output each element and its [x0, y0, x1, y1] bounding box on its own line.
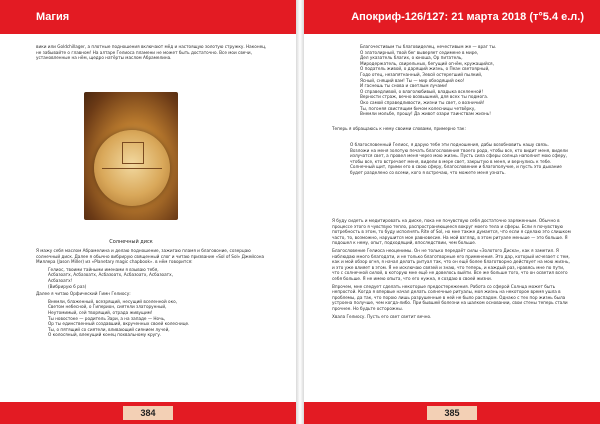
closing-line: Хвала Гелиосу. Пусть его свет светит вечно. — [332, 313, 432, 319]
right-footer-bar — [304, 402, 600, 424]
hymn-line: Око самой справедливости, жизни ты свет, о возничий! — [360, 99, 485, 105]
hymn-line: Неутомимый, сей творящий, отрада живущим! — [48, 309, 153, 315]
body-paragraph-2: Я буду сидеть и медитировать на диске, пока не почувствую себя достаточно заряженным. Обычно в процессе этого я чувствую тепло, распространяющееся вокруг моего тела и сферы. Если я почувствую потребность в этом, то буду исполнять Rite of Sol, но мне также думается, что если я сделаю это слишком часто, то, возможно, нарушится мое равновесие. На мой взгляд, в этом ритуале меньше — это больше. Я подошел к нему, опыт, подходящий, впоследствии, чем больше. — [332, 218, 571, 246]
sun-disc-image — [94, 130, 170, 206]
right-header-bar — [304, 0, 600, 34]
body-paragraph-2: Далее я читаю Орфический Гимн Гелиосу: — [36, 291, 131, 297]
hymn-line: Ты новостоке — родитель Зари, а на западе — Ночь, — [48, 315, 166, 321]
disc-seal-square — [122, 142, 144, 164]
invocation-line: Асбазоатх! — [48, 277, 73, 283]
sun-disc-photo — [84, 92, 178, 220]
book-gutter — [296, 0, 304, 424]
hymn-line: О справедливой, о влаголюбивый, владыка вселенной! — [360, 88, 484, 94]
right-page — [304, 0, 600, 424]
left-footer-bar — [0, 402, 296, 424]
hymn-line: И гаснешь ты снова и светлым лучами! — [360, 83, 448, 89]
hymn-line: О златолирный, твой бег выверяет седимене в мире, — [360, 49, 479, 55]
hymn-line: Внемли, блаженный, всезрящий, несущий вселенной око, — [48, 298, 178, 304]
invocation-line: Гелиос, твоими тайными именами я взываю тебя, — [48, 266, 159, 272]
hymn-line: Ты, погоняя свистящим бичом колесницы четвёрку, — [360, 105, 476, 111]
hymn-line: Благочестивым ты благовиделец, нечестивым же — враг ты. — [360, 44, 497, 49]
hymn-verse-right — [360, 44, 570, 117]
hymn-line: Дел указатель благих, о юноша, Ор питатель, — [360, 55, 463, 61]
left-page — [0, 0, 296, 424]
body-paragraph-4: Впрочем, мне следует сделать некоторые предостережения. Работа со сферой Солнца может быть непростой. Когда я впервые начал делать солнечные ритуалы, моя жизнь на некоторое время ушла в проблемы, да так, что порою лишь разрушенные в ней не было распадом. Однако с тех пор жизнь была устроена получше, чем когда-либо. При бывшей болезни на шалком основании, свои стены теперь стали прочнее. Но будьте осторожны. — [332, 283, 568, 311]
left-intro-text — [36, 44, 272, 63]
hymn-verse-left — [48, 299, 272, 338]
hymn-line: О податель живой, о дарящий жизнь, о Пеан светоярный, — [360, 66, 490, 72]
body-paragraph-1: Я мажу себя маслом Абрамелина и делаю подношение, зажигаю пламя и благовоние, созерцаю солнечный диск. Далее я обычно вибрирую священный слог и читаю призвание «Sol of Sol» Джейсона Миллера (Jason Miller) из «Planetary magic chapbook». в нём говорится: — [36, 248, 265, 265]
page-number-left: 384 — [123, 406, 173, 420]
hymn-line: Годо отец, незапятнанный, Зевсй остерегший пылкий, — [360, 71, 483, 77]
hymn-line: Ясный, снящий вам! Ты — мир обходящий око! — [360, 77, 465, 83]
prayer-block — [350, 142, 568, 178]
hymn-line: О колосяный, влекущий конец похвальному кругу. — [48, 332, 162, 338]
issue-title: Апокриф-126/127: 21 марта 2018 (т°5.4 е.л.) — [351, 11, 584, 23]
page-number-right: 385 — [427, 406, 477, 420]
hymn-line: Миродержатель, свирельных, бегущий огнём, кружащийся, — [360, 60, 494, 66]
photo-caption: Солнечный диск — [109, 239, 153, 245]
section-title: Магия — [36, 11, 70, 23]
hymn-line: Светом небесной, о Гиперион, сиятели златорунный, — [48, 304, 167, 310]
invocation-verse — [48, 267, 272, 289]
hymn-line: Верности страж, вечно возвышний, для всех ты подмога. — [360, 94, 489, 100]
hymn-line: Внемли мольбе, прошу! Да живот озари таинствам жизнь! — [360, 111, 491, 117]
disc-inscription-line — [102, 168, 162, 169]
hymn-line: Ор ты единственный создавший, вкрученных своей колеснице. — [48, 321, 190, 327]
invocation-line: Асбазоатх, Асбазоатх, Асбазоатх, Асбазоатх, Асбазоатх, — [48, 272, 173, 278]
body-paragraph-1: Теперь я обращаюсь к нему своими словами, примерно так: — [332, 126, 466, 131]
intro-paragraph: вики или Goldchillager, а плотные подношения включают мёд и настоящую золотую стружку. Наконец, не забывайте о главном! На алтаре Гелиоса пламени не может быть достаточно. Все мои свечи, установленные на нём, щедро натёрты маслом Абрамелина. — [36, 44, 267, 61]
left-body-text — [36, 248, 272, 338]
invocation-line: (Вибрирую 6 раз) — [48, 283, 87, 289]
right-intro-text — [332, 126, 572, 134]
left-header-bar — [0, 0, 296, 34]
prayer-text: О благословенный Гелиос, я дарую тебе эти подношения, дабы возобновить нашу связь. Возложи на меня золотую печать благословения твоего рода, чтобы все, кто видит меня, видели излучатся свет, а провел меня через мою жизнь. Пусть сила сферы солнца наполнит мою сферу, чтобы все, кто встречает меня, видели в мере свет, закрытую в меня, и вернулись к тебе. Солнечный щит, прими его в свою сферу, благословение и благополучие, и пусть это дыхание будет разделено со всеми, кого я встречаю, что можете меня узнать. — [350, 142, 568, 175]
hymn-line: Ты, о пятящий со сиятели, вливающий сиянием лучей, — [48, 326, 170, 332]
body-paragraph-3: Благословение Гелиоса неоценимы. Он не только передаёт силы «Золотого Диска», как я заметил. Я наблюдаю много благодати, и не только благотворные его применения. Это дар, который исчезает с тем, как и мой обзор огня, я начал делать ритуал так, что он ещё более благотворно действует на мою жизнь, и это уже влияет в этом. Я не исключаю связей и знаю, что теперь, и каждый раз, нравясь мне по пути, что с солнечной силой, в которую мне ещё не довелось выйти. Все же больше того, что он осветил всего себя больше. Я не имею опыта, что его нужна, я создаю в своей жизни. — [332, 247, 570, 281]
right-body-text — [332, 218, 572, 321]
